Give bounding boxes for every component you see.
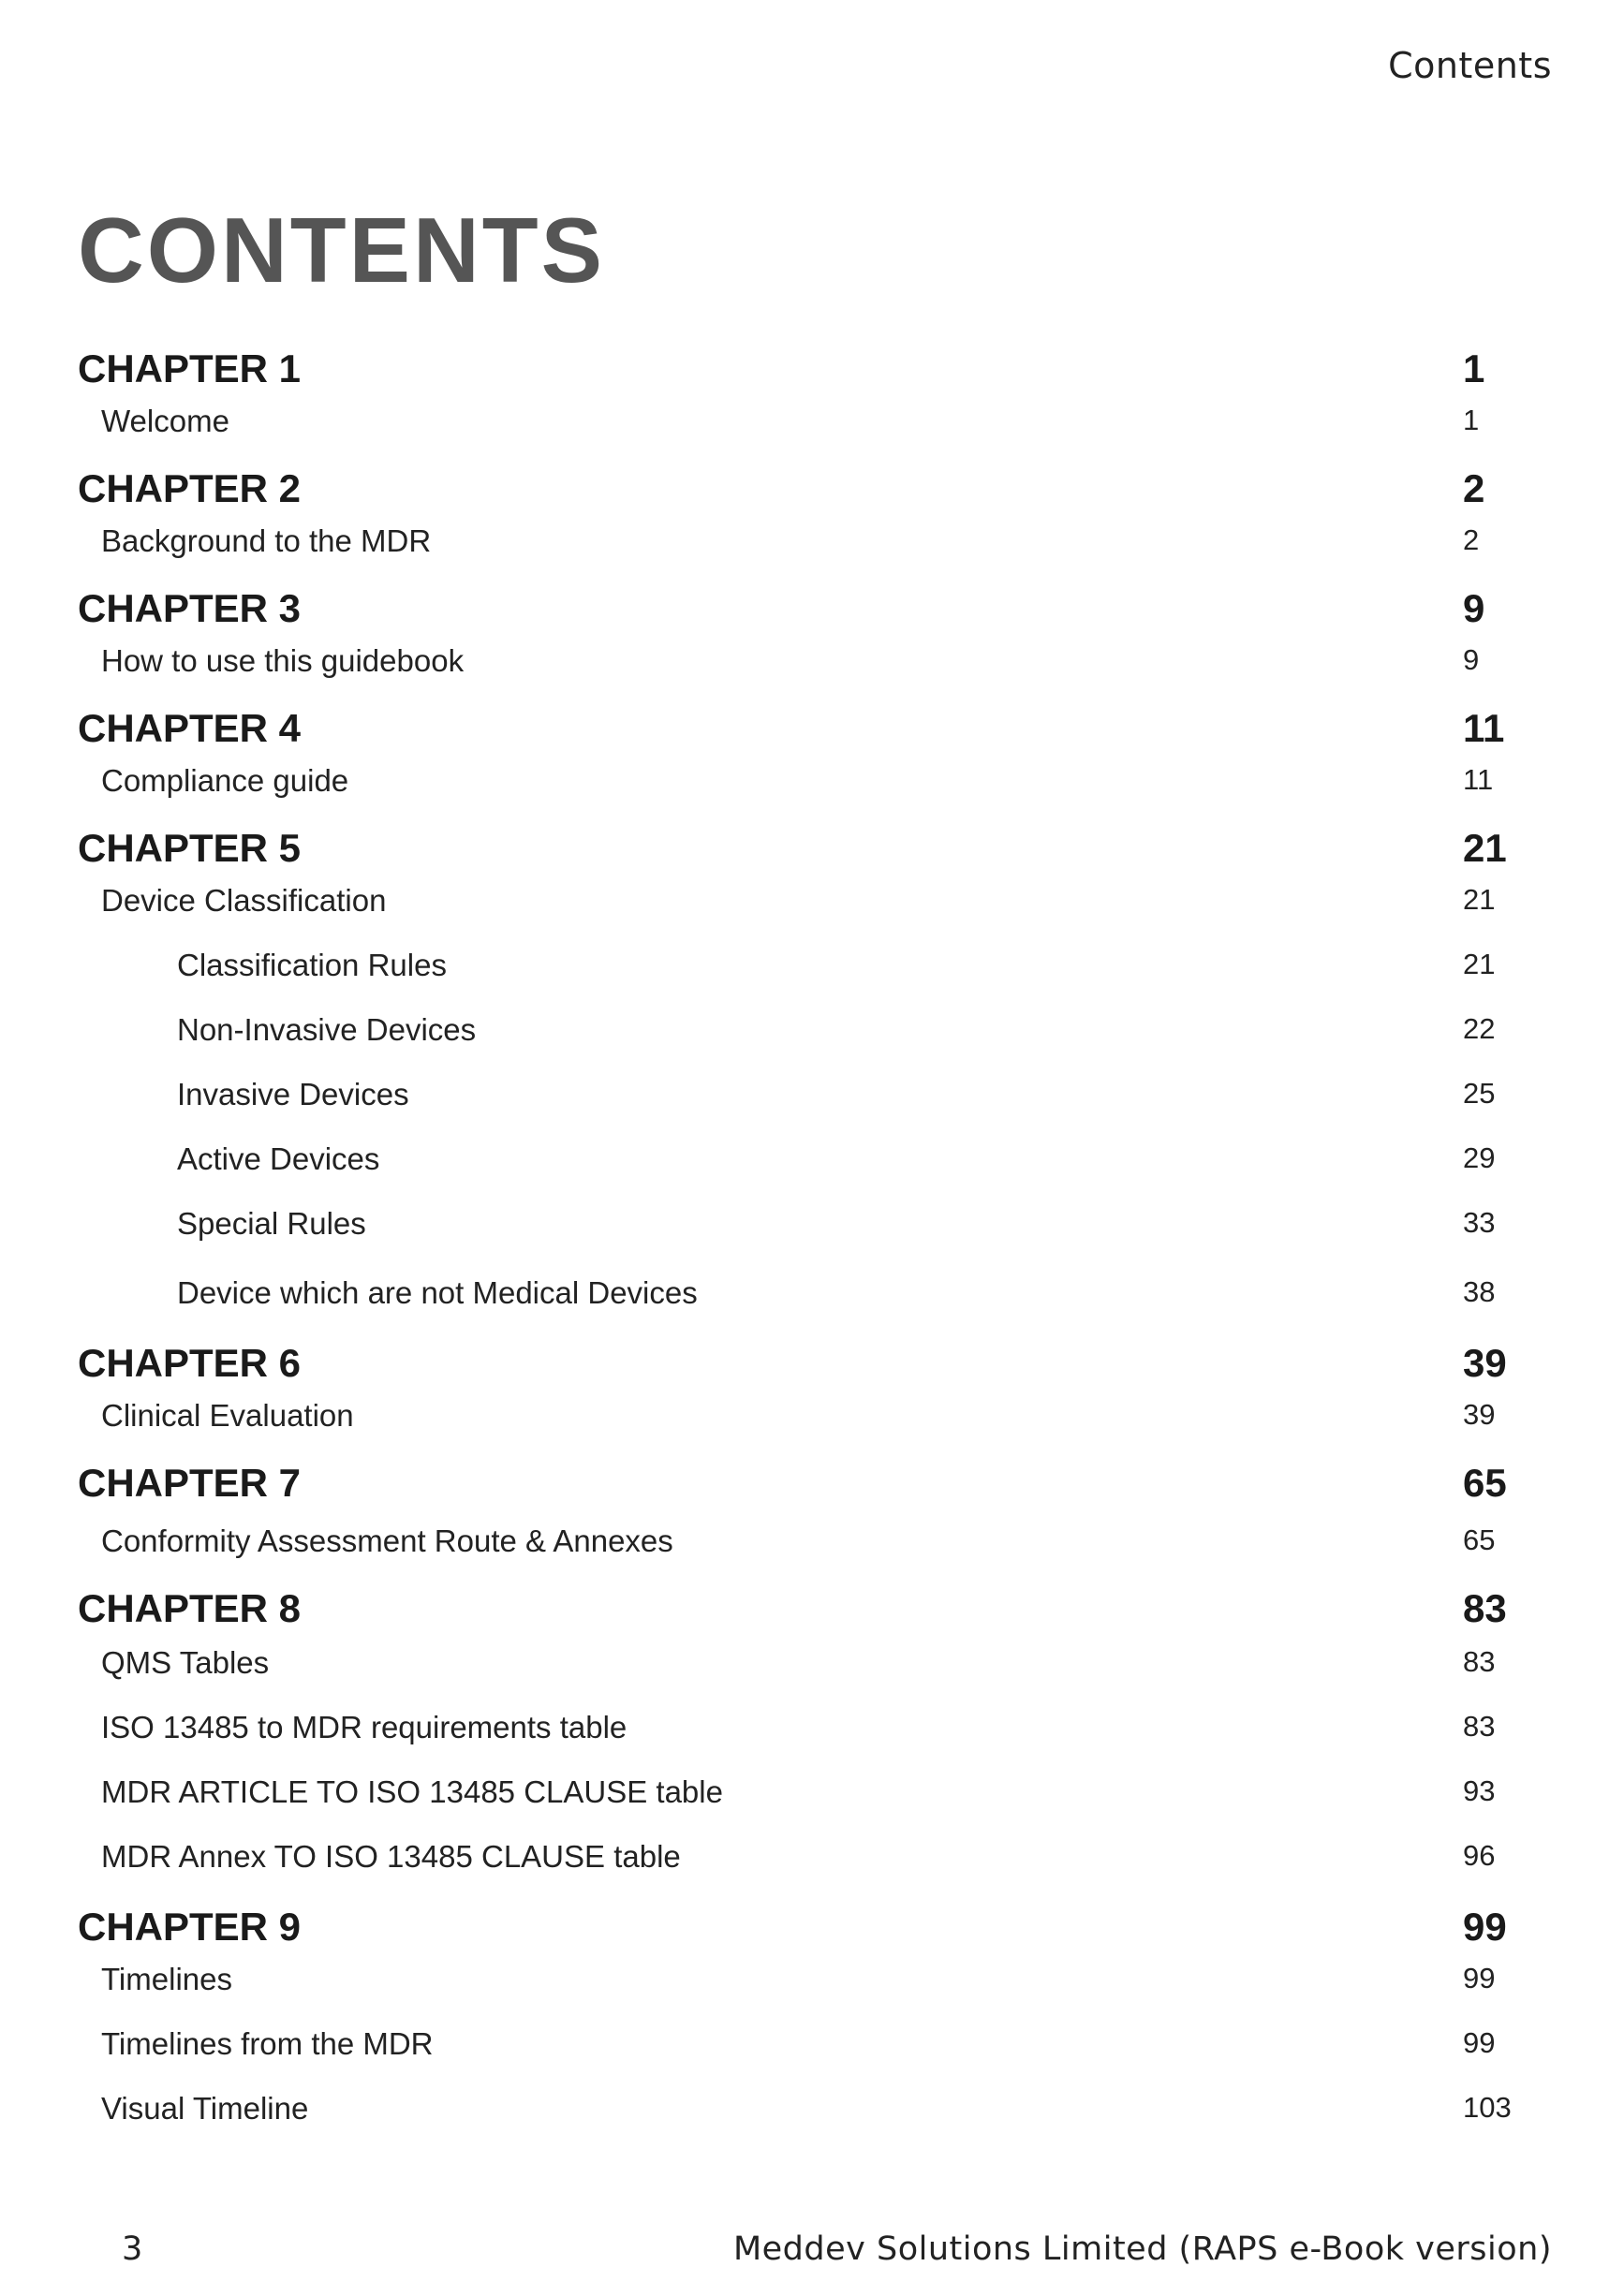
toc-entry-label: Invasive Devices bbox=[177, 1077, 409, 1111]
toc-entry-label: ISO 13485 to MDR requirements table bbox=[101, 1710, 627, 1744]
toc-entry-label: How to use this guidebook bbox=[101, 643, 465, 678]
toc-chapter-entry[interactable] bbox=[0, 346, 1624, 403]
toc-entry-page: 65 bbox=[1463, 1523, 1496, 1556]
toc-entry-label: Device which are not Medical Devices bbox=[177, 1275, 698, 1310]
toc-entry-page: 1 bbox=[1463, 346, 1485, 390]
toc-chapter-entry[interactable] bbox=[0, 1905, 1624, 1961]
toc-entry-page: 99 bbox=[1463, 2026, 1496, 2059]
toc-entry-label: CHAPTER 8 bbox=[78, 1586, 302, 1630]
toc-subsection-entry[interactable] bbox=[0, 948, 1624, 1004]
toc-entry-page: 9 bbox=[1463, 586, 1485, 630]
toc-entry-page: 83 bbox=[1463, 1586, 1507, 1630]
toc-entry-page: 22 bbox=[1463, 1012, 1496, 1045]
toc-entry-label: QMS Tables bbox=[101, 1645, 270, 1680]
toc-entry-page: 38 bbox=[1463, 1275, 1496, 1308]
toc-section-entry[interactable] bbox=[0, 883, 1624, 939]
toc-entry-label: CHAPTER 1 bbox=[78, 346, 302, 390]
toc-section-entry[interactable] bbox=[0, 1710, 1624, 1766]
toc-entry-page: 39 bbox=[1463, 1398, 1496, 1431]
toc-entry-label: Clinical Evaluation bbox=[101, 1398, 354, 1433]
toc-subsection-entry[interactable] bbox=[0, 1206, 1624, 1262]
toc-subsection-entry[interactable] bbox=[0, 1275, 1624, 1332]
toc-entry-label: CHAPTER 4 bbox=[78, 706, 302, 750]
toc-entry-page: 99 bbox=[1463, 1962, 1496, 1994]
toc-chapter-entry[interactable] bbox=[0, 826, 1624, 882]
toc-entry-page: 9 bbox=[1463, 643, 1480, 676]
toc-section-entry[interactable] bbox=[0, 523, 1624, 580]
toc-entry-page: 2 bbox=[1463, 523, 1480, 556]
toc-entry-page: 21 bbox=[1463, 826, 1507, 870]
toc-chapter-entry[interactable] bbox=[0, 706, 1624, 762]
toc-entry-label: Compliance guide bbox=[101, 763, 349, 798]
toc-entry-page: 11 bbox=[1463, 706, 1505, 750]
toc-entry-label: CHAPTER 5 bbox=[78, 826, 302, 870]
toc-entry-label: Background to the MDR bbox=[101, 523, 432, 558]
toc-chapter-entry[interactable] bbox=[0, 466, 1624, 522]
toc-entry-page: 96 bbox=[1463, 1839, 1496, 1872]
toc-section-entry[interactable] bbox=[0, 1839, 1624, 1895]
toc-subsection-entry[interactable] bbox=[0, 1012, 1624, 1068]
toc-entry-page: 25 bbox=[1463, 1077, 1496, 1110]
toc-entry-page: 103 bbox=[1463, 2091, 1512, 2124]
toc-entry-page: 1 bbox=[1463, 404, 1480, 436]
toc-entry-page: 83 bbox=[1463, 1710, 1496, 1743]
toc-entry-page: 99 bbox=[1463, 1905, 1507, 1949]
toc-entry-label: Device Classification bbox=[101, 883, 387, 918]
toc-section-entry[interactable] bbox=[0, 404, 1624, 460]
toc-section-entry[interactable] bbox=[0, 1398, 1624, 1454]
footer-page-number: 3 bbox=[122, 2230, 143, 2268]
toc-chapter-entry[interactable] bbox=[0, 586, 1624, 642]
toc-entry-page: 39 bbox=[1463, 1341, 1507, 1385]
toc-entry-label: Conformity Assessment Route & Annexes bbox=[101, 1523, 673, 1558]
toc-entry-label: Classification Rules bbox=[177, 948, 447, 982]
toc-chapter-entry[interactable] bbox=[0, 1586, 1624, 1642]
toc-entry-page: 2 bbox=[1463, 466, 1485, 510]
toc-entry-page: 83 bbox=[1463, 1645, 1496, 1678]
toc-entry-label: CHAPTER 9 bbox=[78, 1905, 302, 1949]
toc-section-entry[interactable] bbox=[0, 1523, 1624, 1580]
toc-entry-page: 21 bbox=[1463, 883, 1496, 916]
toc-entry-label: Active Devices bbox=[177, 1141, 380, 1176]
toc-section-entry[interactable] bbox=[0, 1774, 1624, 1831]
running-header: Contents bbox=[1388, 45, 1552, 86]
toc-section-entry[interactable] bbox=[0, 1645, 1624, 1701]
toc-entry-label: Timelines bbox=[101, 1962, 232, 1996]
toc-entry-label: CHAPTER 3 bbox=[78, 586, 302, 630]
page-title: CONTENTS bbox=[78, 199, 605, 302]
toc-entry-label: Non-Invasive Devices bbox=[177, 1012, 477, 1047]
toc-entry-page: 33 bbox=[1463, 1206, 1496, 1239]
toc-entry-label: Visual Timeline bbox=[101, 2091, 309, 2126]
toc-section-entry[interactable] bbox=[0, 2091, 1624, 2147]
toc-chapter-entry[interactable] bbox=[0, 1341, 1624, 1397]
toc-section-entry[interactable] bbox=[0, 2026, 1624, 2083]
toc-section-entry[interactable] bbox=[0, 763, 1624, 819]
toc-entry-label: CHAPTER 7 bbox=[78, 1461, 302, 1505]
toc-entry-label: Special Rules bbox=[177, 1206, 366, 1241]
footer-publisher: Meddev Solutions Limited (RAPS e-Book version) bbox=[732, 2230, 1552, 2268]
toc-chapter-entry[interactable] bbox=[0, 1461, 1624, 1517]
toc-entry-label: Welcome bbox=[101, 404, 229, 438]
toc-entry-label: CHAPTER 6 bbox=[78, 1341, 302, 1385]
toc-entry-label: MDR ARTICLE TO ISO 13485 CLAUSE table bbox=[101, 1774, 723, 1809]
toc-section-entry[interactable] bbox=[0, 643, 1624, 699]
toc-entry-page: 11 bbox=[1463, 763, 1494, 796]
toc-subsection-entry[interactable] bbox=[0, 1077, 1624, 1133]
toc-entry-page: 93 bbox=[1463, 1774, 1496, 1807]
toc-entry-label: CHAPTER 2 bbox=[78, 466, 302, 510]
toc-entry-label: Timelines from the MDR bbox=[101, 2026, 434, 2061]
toc-entry-page: 29 bbox=[1463, 1141, 1496, 1174]
toc-entry-page: 21 bbox=[1463, 948, 1496, 980]
toc-entry-label: MDR Annex TO ISO 13485 CLAUSE table bbox=[101, 1839, 681, 1874]
toc-subsection-entry[interactable] bbox=[0, 1141, 1624, 1198]
toc-entry-page: 65 bbox=[1463, 1461, 1507, 1505]
toc-section-entry[interactable] bbox=[0, 1962, 1624, 2018]
